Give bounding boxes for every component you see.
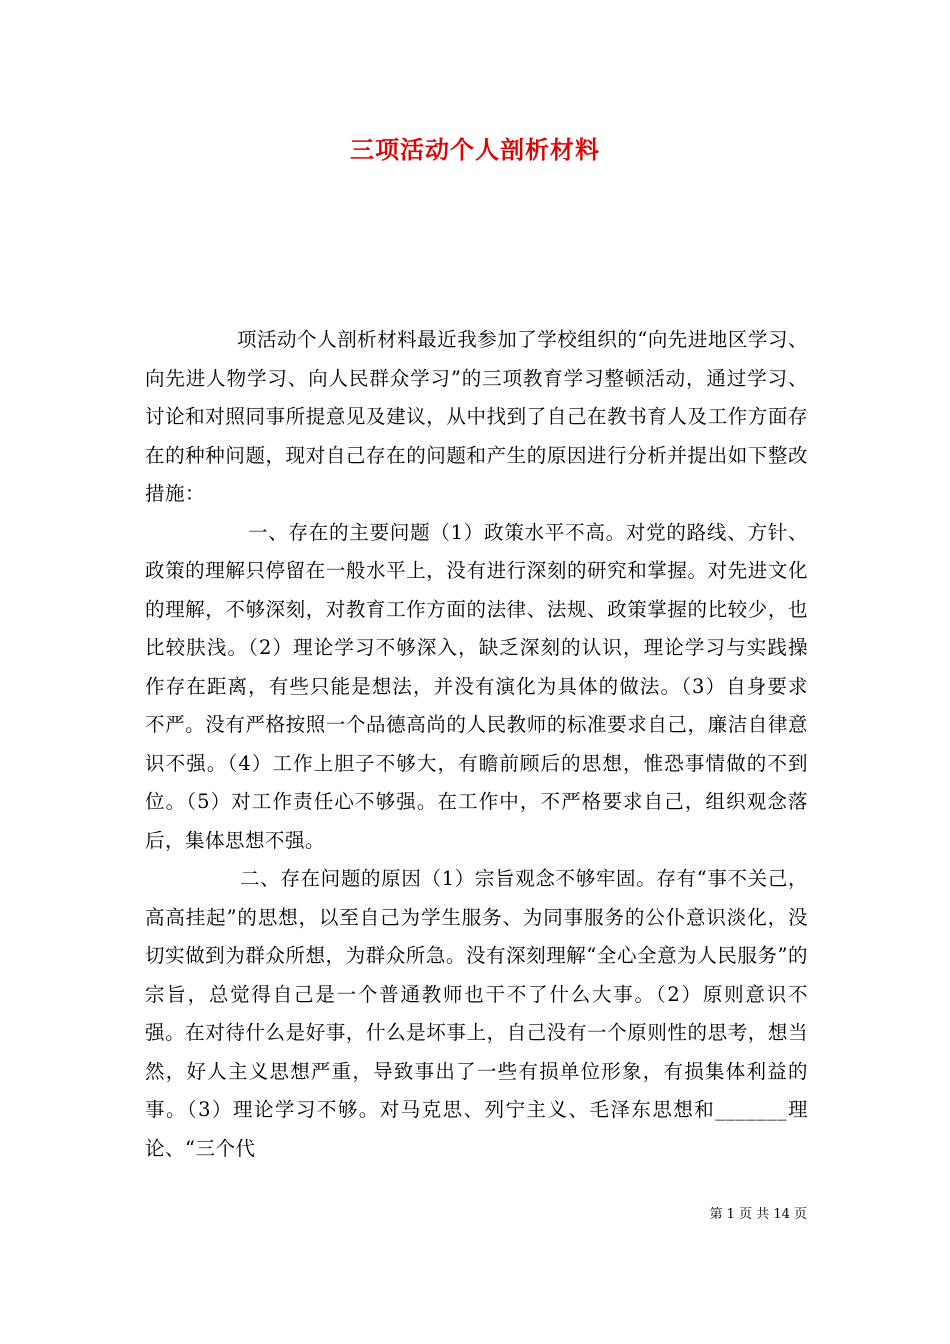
document-body [145, 321, 808, 1168]
page-number-footer: 第 1 页 共 14 页 [709, 1207, 807, 1222]
paragraph-main-problems: 一、存在的主要问题（1）政策水平不高。对党的路线、方针、政策的理解只停留在一般水平上，没有进行深刻的研究和掌握。对先进文化的理解，不够深刻，对教育工作方面的法律、法规、政策掌握的比较少，也比较肤浅。（2）理论学习不够深入，缺乏深刻的认识，理论学习与实践操作存在距离，有些只能是想法，并没有演化为具体的做法。（3）自身要求不严。没有严格按照一个品德高尚的人民教师的标准要求自己，廉洁自律意识不强。（4）工作上胆子不够大，有瞻前顾后的思想，惟恐事情做的不到位。（5）对工作责任心不够强。在工作中，不严格要求自己，组织观念落后，集体思想不强。 [145, 520, 808, 852]
paragraph-problem-causes: 二、存在问题的原因（1）宗旨观念不够牢固。存有“事不关己，高高挂起”的思想，以至自己为学生服务、为同事服务的公仆意识淡化，没切实做到为群众所想，为群众所急。没有深刻理解“全心全意为人民服务”的宗旨，总觉得自己是一个普通教师也干不了什么大事。（2）原则意识不强。在对待什么是好事，什么是坏事上，自己没有一个原则性的思考，想当然，好人主义思想严重，导致事出了一些有损单位形象，有损集体利益的事。（3）理论学习不够。对马克思、列宁主义、毛泽东思想和_______理论、“三个代 [145, 867, 808, 1160]
document-title: 三项活动个人剖析材料 [350, 135, 600, 164]
paragraph-intro: 项活动个人剖析材料最近我参加了学校组织的“向先进地区学习、向先进人物学习、向人民群众学习”的三项教育学习整顿活动，通过学习、讨论和对照同事所提意见及建议，从中找到了自己在教书育人及工作方面存在的种种问题，现对自己存在的问题和产生的原因进行分析并提出如下整改措施： [145, 328, 808, 505]
